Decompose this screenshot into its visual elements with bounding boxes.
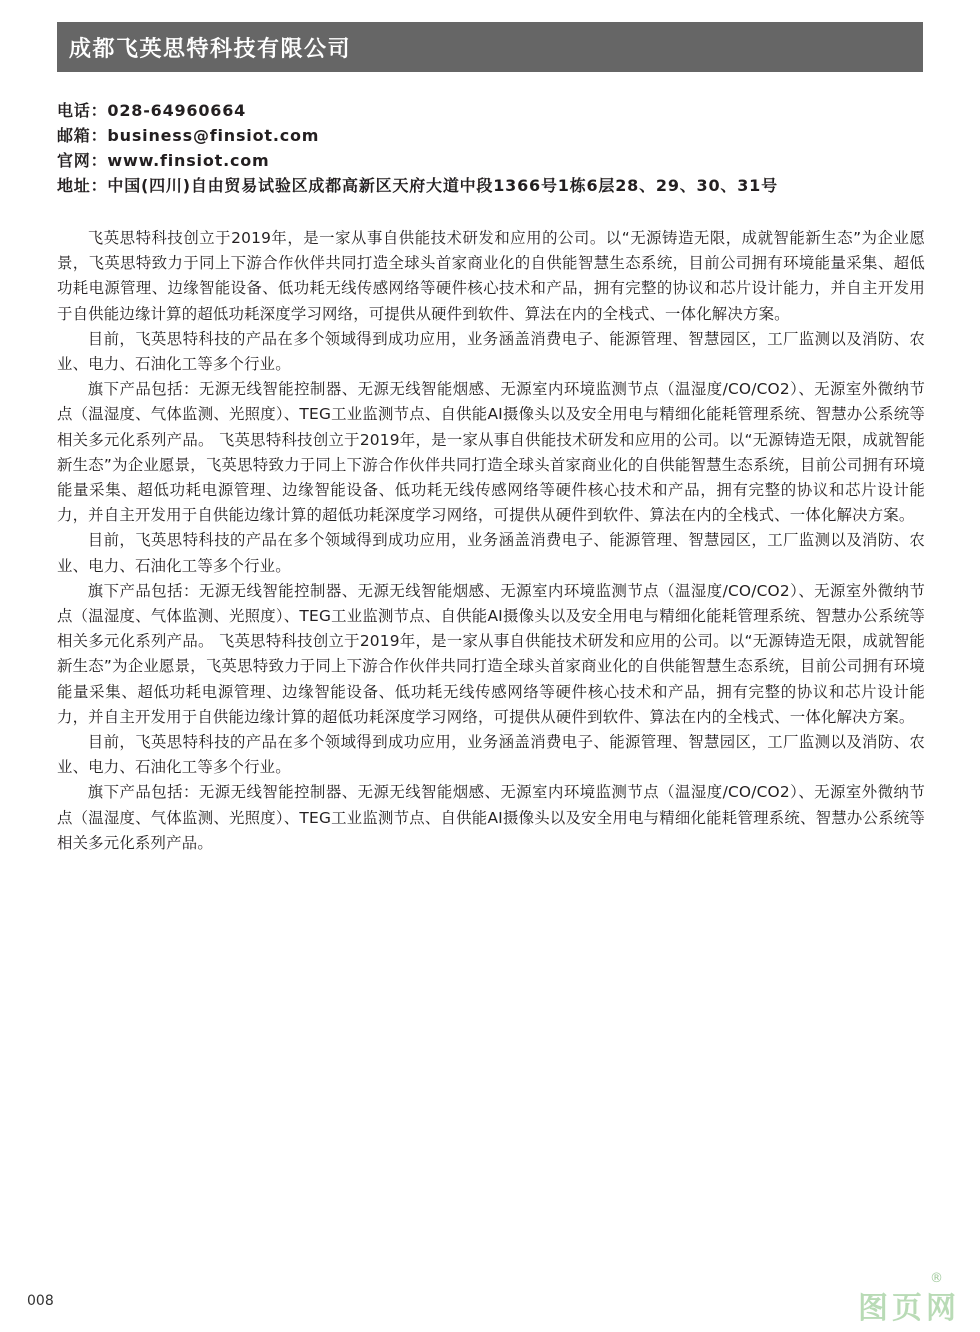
watermark-logo-text: 图页网 bbox=[858, 1291, 960, 1326]
paragraph: 飞英思特科技创立于2019年，是一家从事自供能技术研发和应用的公司。以“无源铸造无限，成就智能新生态”为企业愿景，飞英思特致力于同上下游合作伙伴共同打造全球头首家商业化的自供能智慧生态系统，目前公司拥有环境能量采集、超低功耗电源管理、边缘智能设备、低功耗无线传感网络等硬件核心技术和产品，拥有完整的协议和芯片设计能力，并自主开发用于自供能边缘计算的超低功耗深度学习网络，可提供从硬件到软件、算法在内的全栈式、一体化解决方案。 bbox=[57, 229, 925, 323]
email-line: 邮箱：business@finsiot.com bbox=[57, 126, 320, 145]
paragraph: 目前，飞英思特科技的产品在多个领域得到成功应用，业务涵盖消费电子、能源管理、智慧园区，工厂监测以及消防、农业、电力、石油化工等多个行业。 bbox=[57, 733, 925, 777]
company-title: 成都飞英思特科技有限公司 bbox=[69, 36, 352, 62]
phone-line: 电话：028-64960664 bbox=[57, 101, 247, 120]
paragraph: 目前，飞英思特科技的产品在多个领域得到成功应用，业务涵盖消费电子、能源管理、智慧园区，工厂监测以及消防、农业、电力、石油化工等多个行业。 bbox=[57, 531, 925, 575]
title-bar bbox=[57, 22, 923, 72]
website-line: 官网：www.finsiot.com bbox=[57, 151, 270, 170]
paragraph: 目前，飞英思特科技的产品在多个领域得到成功应用，业务涵盖消费电子、能源管理、智慧园区，工厂监测以及消防、农业、电力、石油化工等多个行业。 bbox=[57, 329, 925, 374]
page-number: 008 bbox=[27, 1293, 54, 1309]
watermark-logo bbox=[858, 1271, 960, 1327]
paragraph: 旗下产品包括：无源无线智能控制器、无源无线智能烟感、无源室内环境监测节点（温湿度/CO/CO2）、无源室外微纳节点（温湿度、气体监测、光照度）、TEG工业监测节点、自供能AI摄像头以及安全用电与精细化能耗管理系统、智慧办公系统等相关多元化系列产品。 bbox=[57, 783, 925, 852]
contact-info bbox=[57, 98, 927, 198]
registered-mark-icon: ® bbox=[930, 1271, 943, 1286]
paragraph: 旗下产品包括：无源无线智能控制器、无源无线智能烟感、无源室内环境监测节点（温湿度/CO/CO2）、无源室外微纳节点（温湿度、气体监测、光照度）、TEG工业监测节点、自供能AI摄像头以及安全用电与精细化能耗管理系统、智慧办公系统等相关多元化系列产品。 飞英思特科技创立于2019年，是一家从事自供能技术研发和应用的公司。以“无源铸造无限，成就智能新生态”为企业愿景，飞英思特致力于同上下游合作伙伴共同打造全球头首家商业化的自供能智慧生态系统，目前公司拥有环境能量采集、超低功耗电源管理、边缘智能设备、低功耗无线传感网络等硬件核心技术和产品，拥有完整的协议和芯片设计能力，并自主开发用于自供能边缘计算的超低功耗深度学习网络，可提供从硬件到软件、算法在内的全栈式、一体化解决方案。 bbox=[57, 581, 925, 726]
company-description bbox=[57, 226, 925, 856]
paragraph: 旗下产品包括：无源无线智能控制器、无源无线智能烟感、无源室内环境监测节点（温湿度/CO/CO2）、无源室外微纳节点（温湿度、气体监测、光照度）、TEG工业监测节点、自供能AI摄像头以及安全用电与精细化能耗管理系统、智慧办公系统等相关多元化系列产品。 飞英思特科技创立于2019年，是一家从事自供能技术研发和应用的公司。以“无源铸造无限，成就智能新生态”为企业愿景，飞英思特致力于同上下游合作伙伴共同打造全球头首家商业化的自供能智慧生态系统，目前公司拥有环境能量采集、超低功耗电源管理、边缘智能设备、低功耗无线传感网络等硬件核心技术和产品，拥有完整的协议和芯片设计能力，并自主开发用于自供能边缘计算的超低功耗深度学习网络，可提供从硬件到软件、算法在内的全栈式、一体化解决方案。 bbox=[57, 380, 925, 525]
address-line: 地址：中国(四川)自由贸易试验区成都高新区天府大道中段1366号1栋6层28、29、30、31号 bbox=[57, 176, 778, 195]
